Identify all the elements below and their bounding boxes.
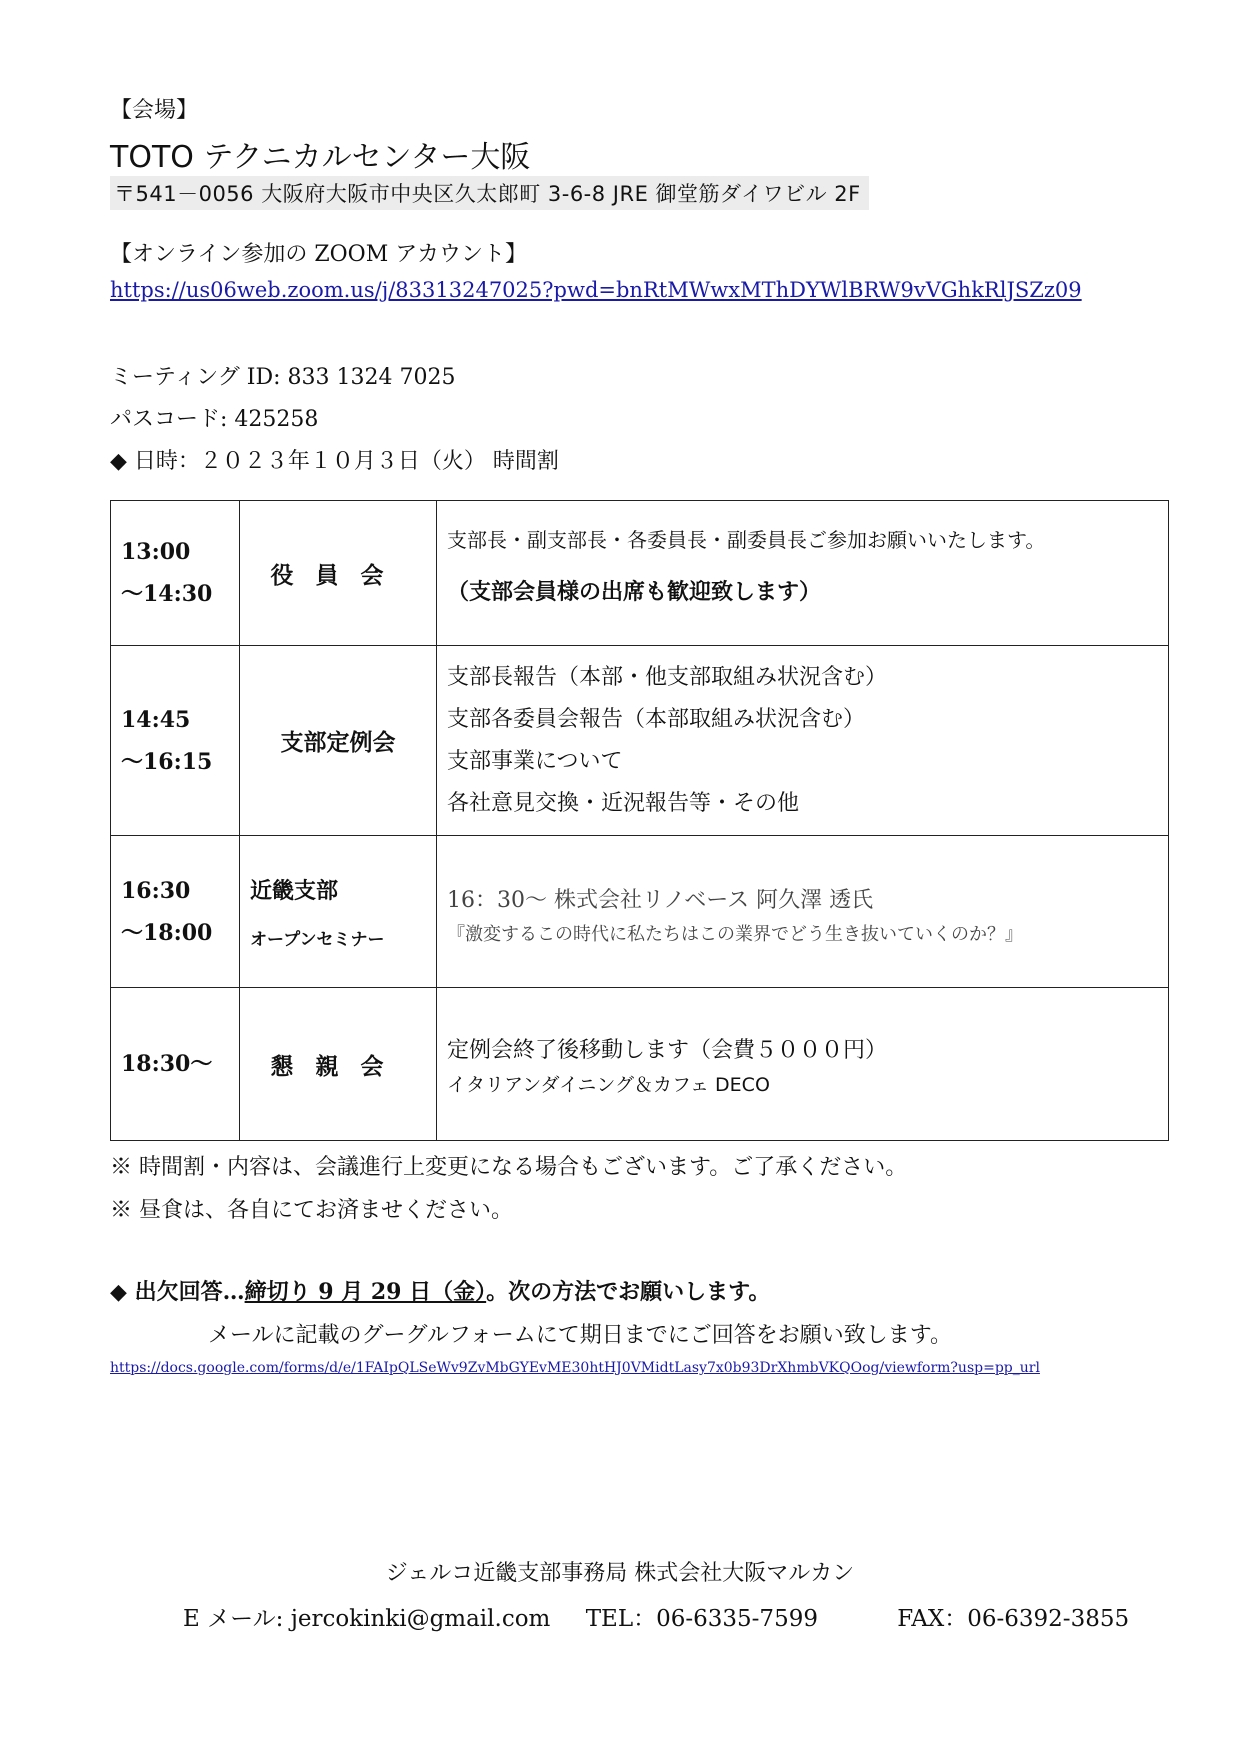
time-cell [111, 501, 240, 646]
time-start: 16:30 [121, 877, 191, 904]
time-end: ～18:00 [121, 919, 213, 946]
session-name: 懇親会 [270, 1052, 406, 1080]
rsvp-deadline: 締切り 9 月 29 日（金） [244, 1279, 487, 1305]
session-subtitle: オープンセミナー [250, 929, 385, 950]
details-line: 16：30～ 株式会社リノベース 阿久澤 透氏 [447, 887, 874, 913]
session-name: 近畿支部 [250, 877, 339, 904]
details-line: 支部各委員会報告（本部取組み状況含む） [447, 706, 866, 732]
venue-label: 【会場】 [110, 98, 199, 123]
venue-address: 〒541－0056 大阪府大阪市中央区久太郎町 3-6-8 JRE 御堂筋ダイワビル 2F [110, 176, 869, 210]
time-cell [111, 988, 240, 1141]
details-line: 支部長・副支部長・各委員長・副委員長ご参加お願いいたします。 [447, 528, 1046, 552]
schedule-row [111, 836, 1169, 988]
meeting-id: ミーティング ID: 833 1324 7025 [110, 365, 456, 390]
time-cell [111, 836, 240, 988]
rsvp-suffix: 。次の方法でお願いします。 [486, 1279, 771, 1305]
details-cell [437, 988, 1169, 1141]
details-line: 支部長報告（本部・他支部取組み状況含む） [447, 664, 888, 690]
time-start: 13:00 [121, 539, 191, 565]
session-cell [240, 988, 437, 1141]
passcode: パスコード: 425258 [110, 407, 319, 432]
details-line: 定例会終了後移動します（会費５０００円） [447, 1038, 888, 1063]
venue-name: TOTO テクニカルセンター大阪 [110, 140, 531, 175]
schedule-row [111, 501, 1169, 646]
note-line: ※ 昼食は、各自にてお済ませください。 [110, 1198, 513, 1223]
schedule-row [111, 988, 1169, 1141]
zoom-heading: 【オンライン参加の ZOOM アカウント】 [110, 242, 527, 267]
session-cell [240, 501, 437, 646]
zoom-link[interactable]: https://us06web.zoom.us/j/83313247025?pwd=bnRtMWwxMThDYWlBRW9vVGhkRlJSZz09 [110, 278, 1082, 302]
date-heading: ◆ 日時：２０２３年１０月３日（火） 時間割 [110, 449, 559, 474]
details-line: 各社意見交換・近況報告等・その他 [447, 790, 800, 816]
time-start: 14:45 [121, 706, 191, 733]
session-name: 役員会 [270, 561, 406, 589]
google-form-link[interactable]: https://docs.google.com/forms/d/e/1FAIpQLSeWv9ZvMbGYEvME30htHJ0VMidtLasy7x0b93DrXhmbVKQOog/viewform?usp=pp_url [110, 1360, 1040, 1376]
schedule-table [110, 500, 1169, 1141]
contact-tel: TEL：06-6335-7599 [585, 1606, 818, 1632]
details-line: （支部会員様の出席も歓迎致します） [447, 579, 822, 605]
details-cell [437, 501, 1169, 646]
time-end: ～16:15 [121, 748, 213, 775]
details-cell [437, 836, 1169, 988]
details-line: イタリアンダイニング＆カフェ DECO [447, 1074, 770, 1096]
details-line: 『激変するこの時代に私たちはこの業界でどう生き抜いていくのか？』 [447, 923, 1023, 945]
note-line: ※ 時間割・内容は、会議進行上変更になる場合もございます。ご了承ください。 [110, 1155, 908, 1180]
session-cell [240, 836, 437, 988]
session-cell [240, 646, 437, 836]
rsvp-description: メールに記載のグーグルフォームにて期日までにご回答をお願い致します。 [208, 1323, 953, 1348]
contact-email: E メール: jercokinki@gmail.com [183, 1606, 551, 1632]
contact-line [183, 1600, 1129, 1633]
rsvp-prefix: ◆ 出欠回答… [110, 1279, 245, 1305]
time-end: ～14:30 [121, 581, 213, 607]
time-cell [111, 646, 240, 836]
schedule-row [111, 646, 1169, 836]
details-line: 支部事業について [447, 748, 623, 774]
details-cell [437, 646, 1169, 836]
rsvp-heading [110, 1275, 770, 1306]
office-name: ジェルコ近畿支部事務局 株式会社大阪マルカン [385, 1561, 855, 1586]
time-start: 18:30～ [121, 1051, 213, 1077]
contact-fax: FAX：06-6392-3855 [897, 1606, 1130, 1632]
session-name: 支部定例会 [280, 729, 396, 756]
